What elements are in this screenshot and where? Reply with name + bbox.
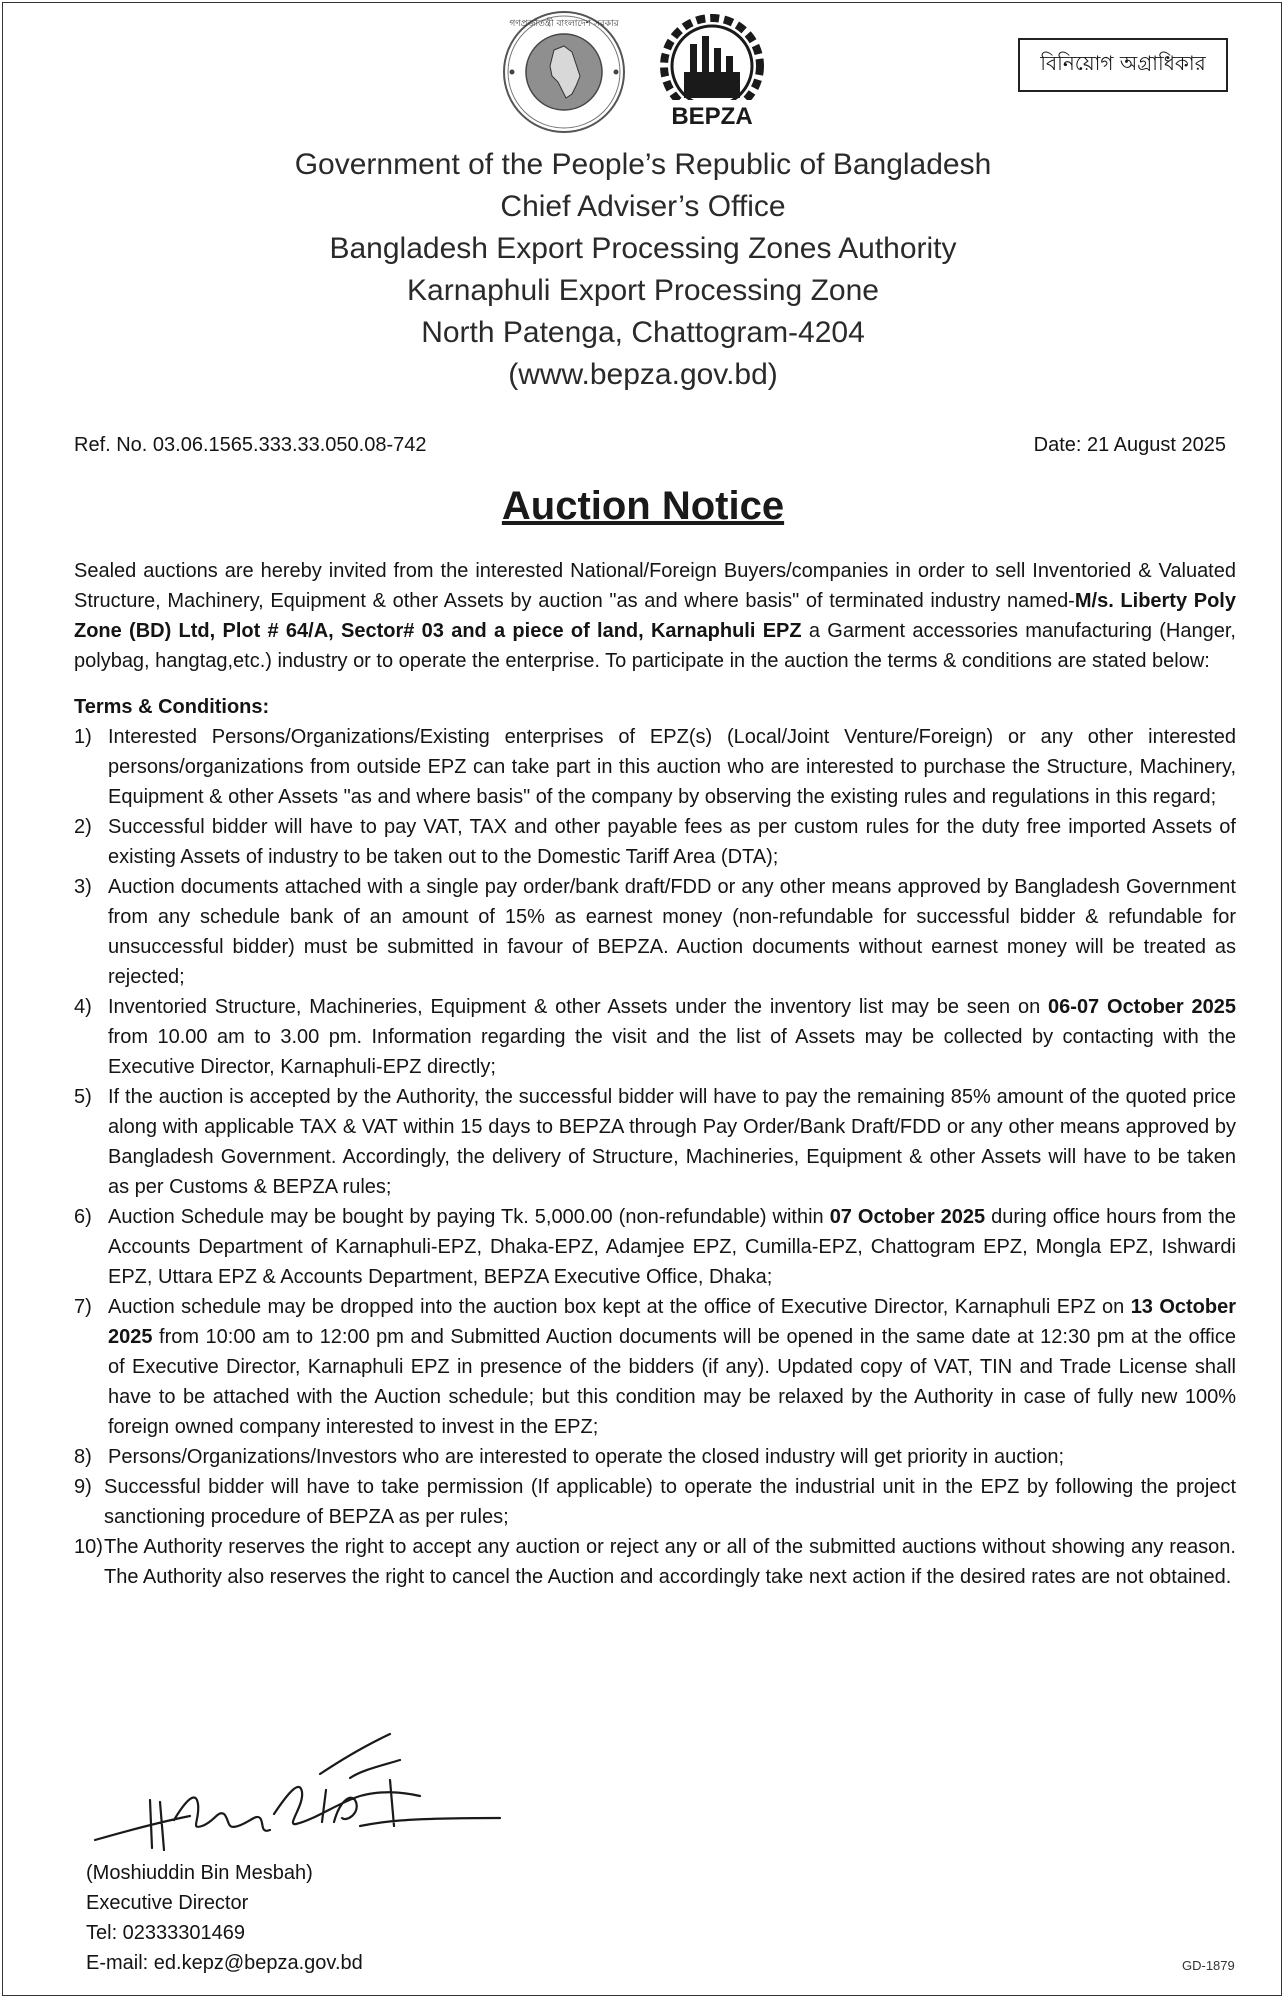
seal-text: গণপ্রজাতন্ত্রী বাংলাদেশ সরকার <box>509 19 619 29</box>
reference-number: Ref. No. 03.06.1565.333.33.050.08-742 <box>74 434 427 456</box>
term-text: Interested Persons/Organizations/Existing enterprises of EPZ(s) (Local/Joint Venture/Foreign) or any other interested persons/organizations from outside EPZ can take part in this auction who are interested to purchase the Structure, Machinery, Equipment & other Assets "as and where basis" of the company by observing the existing rules and regulations in this regard; <box>108 726 1236 808</box>
header-line-office: Chief Adviser’s Office <box>500 190 786 223</box>
term-number: 2) <box>74 816 92 838</box>
term-number: 9) <box>74 1476 92 1498</box>
signature-icon <box>90 1730 510 1860</box>
signatory-designation: Executive Director <box>86 1892 249 1914</box>
office-header <box>0 144 1286 396</box>
term-number: 4) <box>74 996 92 1018</box>
government-seal-icon <box>502 10 626 134</box>
term-text: Successful bidder will have to pay VAT, TAX and other payable fees as per custom rules for the duty free imported Assets of existing Assets of industry to be taken out to the Domestic Tariff Area (DTA); <box>108 816 1236 868</box>
list-item <box>74 872 1236 992</box>
term-text: Auction documents attached with a single pay order/bank draft/FDD or any other means approved by Bangladesh Government from any schedule bank of an amount of 15% as earnest money (non-refundable for successful bidder & refundable for unsuccessful bidder) must be submitted in favour of BEPZA. Auction documents without earnest money will be treated as rejected; <box>108 876 1236 988</box>
gd-code: GD-1879 <box>1182 1958 1235 1973</box>
signatory-name: (Moshiuddin Bin Mesbah) <box>86 1862 313 1884</box>
term-number: 5) <box>74 1086 92 1108</box>
list-item <box>74 992 1236 1082</box>
term-text: Auction Schedule may be bought by paying Tk. 5,000.00 (non-refundable) within <box>108 1206 830 1228</box>
intro-company-name: M/s. Liberty Poly Zone (BD) Ltd, Plot # 64/A, Sector# 03 and a piece of land, Karnaphuli EPZ <box>74 590 1236 642</box>
signatory-email: E-mail: ed.kepz@bepza.gov.bd <box>86 1952 363 1974</box>
term-number: 6) <box>74 1206 92 1228</box>
logo-group <box>502 10 782 130</box>
term-text: Inventoried Structure, Machineries, Equipment & other Assets under the inventory list may be seen on <box>108 996 1049 1018</box>
list-item <box>74 1532 1236 1592</box>
header-line-government: Government of the People’s Republic of Bangladesh <box>294 148 992 181</box>
list-item <box>74 1082 1236 1202</box>
term-text: from 10:00 am to 12:00 pm and Submitted Auction documents will be opened in the same date at 12:30 pm at the office of Executive Director, Karnaphuli EPZ in presence of the bidders (if any). Updated copy of VAT, TIN and Trade License shall have to be attached with the Auction schedule; but this condition may be relaxed by the Authority in case of fully new 100% foreign owned company interested to invest in the EPZ; <box>108 1326 1236 1438</box>
list-item <box>74 1472 1236 1532</box>
intro-paragraph <box>74 556 1236 676</box>
term-date-bold: 06-07 October 2025 <box>1048 996 1236 1018</box>
term-text: during office hours from the Accounts Department of Karnaphuli-EPZ, Dhaka-EPZ, Adamjee EPZ, Cumilla-EPZ, Chattogram EPZ, Mongla EPZ, Ishwardi EPZ, Uttara EPZ & Accounts Department, BEPZA Executive Office, Dhaka; <box>108 1206 1237 1288</box>
intro-text-2: a Garment accessories manufacturing (Hanger, polybag, hangtag,etc.) industry or to operate the enterprise. To participate in the auction the terms & conditions are stated below: <box>74 620 1236 672</box>
term-number: 8) <box>74 1446 92 1468</box>
term-number: 7) <box>74 1296 92 1318</box>
list-item <box>74 1442 1236 1472</box>
term-number: 10) <box>74 1536 103 1558</box>
list-item <box>74 812 1236 872</box>
bepza-logo-text: BEPZA <box>671 103 753 130</box>
list-item <box>74 722 1236 812</box>
list-item <box>74 1202 1236 1292</box>
term-number: 1) <box>74 726 92 748</box>
priority-label-box: বিনিয়োগ অগ্রাধিকার <box>1018 38 1228 92</box>
term-text: If the auction is accepted by the Authority, the successful bidder will have to pay the remaining 85% amount of the quoted price along with applicable TAX & VAT within 15 days to BEPZA through Pay Order/Bank Draft/FDD or any other means approved by Bangladesh Government. Accordingly, the delivery of Structure, Machineries, Equipment & other Assets will have to be taken as per Customs & BEPZA rules; <box>108 1086 1236 1198</box>
header-line-website: (www.bepza.gov.bd) <box>508 358 778 391</box>
header-line-authority: Bangladesh Export Processing Zones Authority <box>329 232 957 265</box>
reference-line <box>74 434 1226 457</box>
term-date-bold: 13 October 2025 <box>108 1296 1237 1348</box>
header-line-zone: Karnaphuli Export Processing Zone <box>407 274 879 307</box>
notice-date: Date: 21 August 2025 <box>1033 434 1226 456</box>
notice-title: Auction Notice <box>501 484 785 528</box>
term-text: Successful bidder will have to take permission (If applicable) to operate the industrial unit in the EPZ by following the project sanctioning procedure of BEPZA as per rules; <box>104 1476 1236 1528</box>
term-text: Persons/Organizations/Investors who are interested to operate the closed industry will get priority in auction; <box>108 1446 1065 1468</box>
signatory-phone: Tel: 02333301469 <box>86 1922 246 1944</box>
intro-text-1: Sealed auctions are hereby invited from the interested National/Foreign Buyers/companies in order to sell Inventoried & Valuated Structure, Machinery, Equipment & other Assets by auction "as and where basis" of terminated industry named- <box>74 560 1236 612</box>
signatory-block <box>86 1858 363 1978</box>
term-text: from 10.00 am to 3.00 pm. Information regarding the visit and the list of Assets may be collected by contacting with the Executive Director, Karnaphuli-EPZ directly; <box>108 1026 1236 1078</box>
notice-body <box>74 556 1236 1592</box>
term-date-bold: 07 October 2025 <box>829 1206 986 1228</box>
term-number: 3) <box>74 876 92 898</box>
bepza-logo-icon <box>644 14 780 132</box>
terms-list <box>74 722 1236 1592</box>
list-item <box>74 1292 1236 1442</box>
terms-heading: Terms & Conditions: <box>74 696 270 718</box>
term-text: The Authority reserves the right to accept any auction or reject any or all of the submitted auctions without showing any reason. The Authority also reserves the right to cancel the Auction and accordingly take next action if the desired rates are not obtained. <box>104 1536 1236 1588</box>
term-text: Auction schedule may be dropped into the auction box kept at the office of Executive Director, Karnaphuli EPZ on <box>108 1296 1131 1318</box>
header-line-address: North Patenga, Chattogram-4204 <box>421 316 865 349</box>
